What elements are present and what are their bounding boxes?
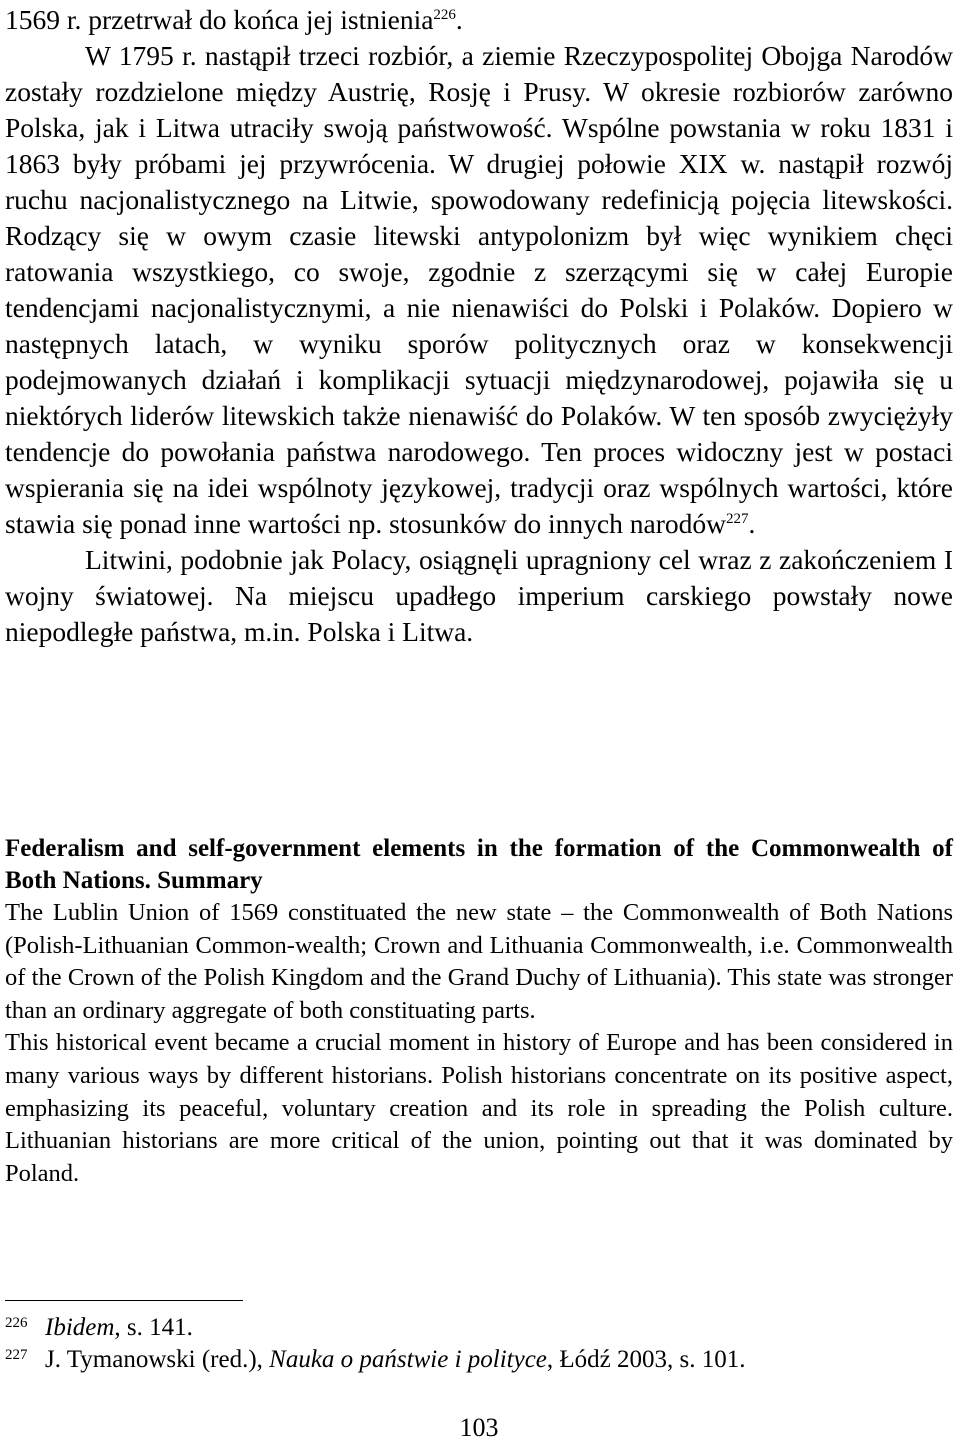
- footnote-ref-227[interactable]: 227: [726, 510, 749, 527]
- footnote-226: [5, 1312, 953, 1344]
- footnote-source-title: Ibidem: [45, 1314, 115, 1341]
- document-page: [5, 0, 953, 1442]
- paragraph-1-text: 1569 r. przetrwał do końca jej istnienia: [5, 4, 434, 35]
- footnote-227: [5, 1344, 953, 1376]
- paragraph-1: [5, 2, 953, 38]
- footnote-separator: [5, 1300, 243, 1301]
- footnote-ref-226[interactable]: 226: [433, 6, 456, 23]
- footnote-citation: , Łódź 2003, s. 101.: [546, 1346, 746, 1373]
- footnote-author: J. Tymanowski (red.),: [45, 1346, 270, 1373]
- polish-text-section: [5, 2, 953, 650]
- page-number: 103: [459, 1413, 499, 1442]
- summary-paragraph-1: The Lublin Union of 1569 constituated the new state – the Commonwealth of Both Nations (Polish-Lithuanian Common-wealth; Crown and Lithuania Commonwealth, i.e. Commonwealth of the Crown of the Polish Kingdom and the Grand Duchy of Lithuania). This state was stronger than an ordinary aggregate of both constituating parts.: [5, 899, 953, 1024]
- summary-heading: Federalism and self-government elements in the formation of the Commonwealth of Both Nations. Summary: [5, 835, 953, 894]
- paragraph-3: Litwini, podobnie jak Polacy, osiągnęli upragniony cel wraz z zakończeniem I wojny światowej. Na miejscu upadłego imperium carskiego powstały nowe niepodległe państwa, m.in. Polska i Litwa.: [5, 544, 953, 647]
- footnotes: [5, 1312, 953, 1376]
- english-summary-section: [5, 833, 953, 1190]
- paragraph-2-end: .: [748, 508, 756, 539]
- summary-paragraph-2: This historical event became a crucial moment in history of Europe and has been considered in many various ways by different historians. Polish historians concentrate on its positive aspect, emphasizing its peaceful, voluntary creation and its role in spreading the Polish culture. Lithuanian historians are more critical of the union, pointing out that it was dominated by Poland.: [5, 1029, 953, 1187]
- paragraph-1-end: .: [455, 4, 463, 35]
- footnote-number: 226: [5, 1315, 28, 1331]
- footnote-source-title: Nauka o państwie i polityce: [269, 1346, 547, 1373]
- paragraph-2: [5, 38, 953, 542]
- footnote-citation: , s. 141.: [114, 1314, 193, 1341]
- footnote-number: 227: [5, 1347, 28, 1363]
- paragraph-2-text: W 1795 r. nastąpił trzeci rozbiór, a ziemie Rzeczypospolitej Obojga Narodów zostały rozdzielone między Austrię, Rosję i Prusy. W okresie rozbiorów zarówno Polska, jak i Litwa utraciły swoją państwowość. Wspólne powstania w roku 1831 i 1863 były próbami jej przywrócenia. W drugiej połowie XIX w. nastąpił rozwój ruchu nacjonalistycznego na Litwie, spowodowany redefinicją pojęcia litewskości. Rodzący się w owym czasie litewski antypolonizm był więc wynikiem chęci ratowania wszystkiego, co swoje, zgodnie z szerzącymi się w całej Europie tendencjami nacjonalistycznymi, a nie nienawiści do Polski i Polaków. Dopiero w następnych latach, w wyniku sporów politycznych oraz w konsekwencji podejmowanych działań i komplikacji sytuacji międzynarodowej, pojawiła się u niektórych liderów litewskich także nienawiść do Polaków. W ten sposób zwyciężyły tendencje do powołania państwa narodowego. Ten proces widoczny jest w postaci wspierania się na idei wspólnoty językowej, tradycji oraz wspólnych wartości, które stawia się ponad inne wartości np. stosunków do innych narodów: [5, 40, 953, 539]
